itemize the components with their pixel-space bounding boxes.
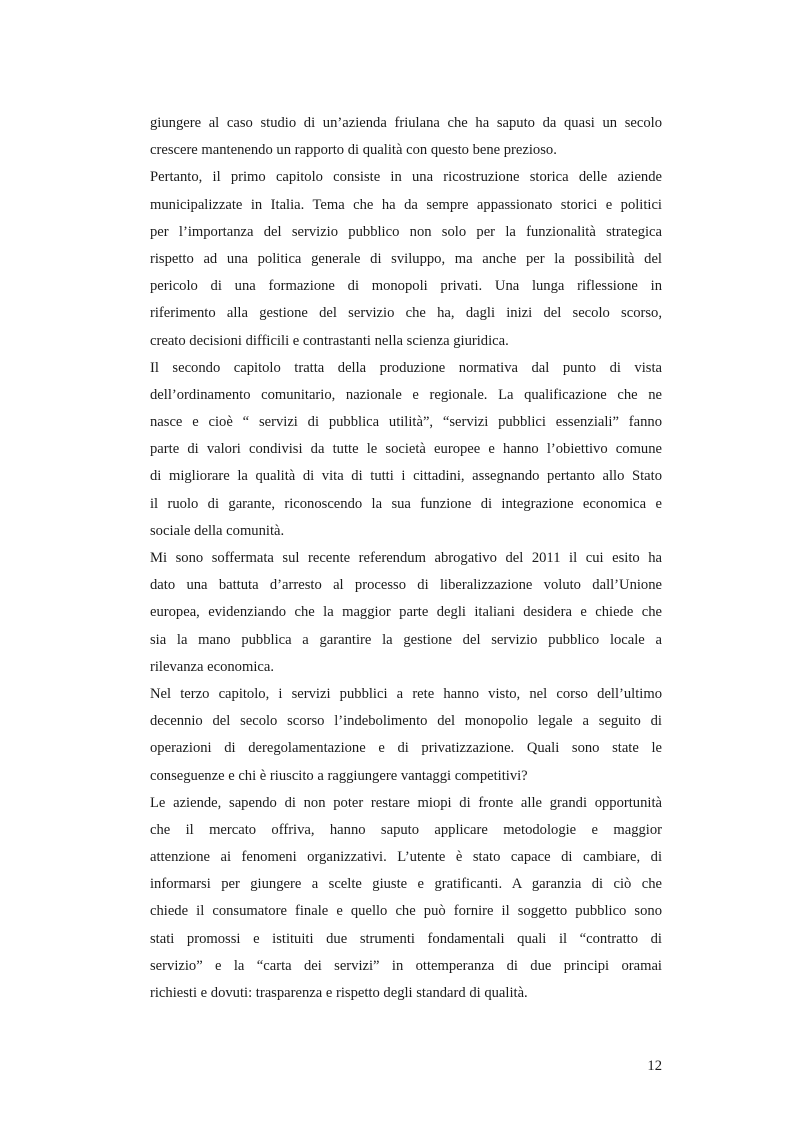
text-line: Mi sono soffermata sul recente referendum abrogativo del 2011 il cui esito ha (150, 550, 662, 566)
text-line: crescere mantenendo un rapporto di qualità con questo bene prezioso. (150, 142, 557, 159)
paragraph (150, 681, 662, 790)
text-line: Nel terzo capitolo, i servizi pubblici a rete hanno visto, nel corso dell’ultimo (150, 685, 662, 702)
text-line: sia la mano pubblica a garantire la gestione del servizio pubblico locale a (150, 631, 662, 648)
body-text (150, 110, 662, 1007)
text-line: nasce e cioè “ servizi di pubblica utilità”, “servizi pubblici essenziali” fanno (150, 414, 662, 431)
paragraph (150, 545, 662, 681)
paragraph (150, 110, 662, 164)
text-line: servizio” e la “carta dei servizi” in ottemperanza di due principi oramai (150, 957, 662, 974)
text-line: dato una battuta d’arresto al processo di liberalizzazione voluto dall’Unione (150, 577, 662, 594)
text-line: conseguenze e chi è riuscito a raggiungere vantaggi competitivi? (150, 767, 528, 784)
text-line: giungere al caso studio di un’azienda friulana che ha saputo da quasi un secolo (150, 115, 662, 131)
text-line: municipalizzate in Italia. Tema che ha da sempre appassionato storici e politici (150, 196, 662, 213)
text-line: il ruolo di garante, riconoscendo la sua funzione di integrazione economica e (150, 495, 662, 512)
text-line: stati promossi e istituiti due strumenti fondamentali quali il “contratto di (150, 930, 662, 947)
text-line: chiede il consumatore finale e quello che può fornire il soggetto pubblico sono (150, 903, 662, 920)
text-line: Il secondo capitolo tratta della produzione normativa dal punto di vista (150, 359, 662, 376)
text-line: di migliorare la qualità di vita di tutti i cittadini, assegnando pertanto allo Stato (150, 468, 662, 485)
text-line: Pertanto, il primo capitolo consiste in una ricostruzione storica delle aziende (150, 169, 662, 186)
text-line: europea, evidenziando che la maggior parte degli italiani desidera e chiede che (150, 604, 662, 621)
text-line: sociale della comunità. (150, 522, 285, 539)
paragraph (150, 164, 662, 354)
paragraph (150, 790, 662, 1008)
text-line: dell’ordinamento comunitario, nazionale e regionale. La qualificazione che ne (150, 386, 662, 403)
paragraph (150, 355, 662, 545)
text-line: informarsi per giungere a scelte giuste e gratificanti. A garanzia di ciò che (150, 876, 662, 893)
page-number: 12 (647, 1058, 662, 1074)
text-line: rispetto ad una politica generale di sviluppo, ma anche per la possibilità del (150, 250, 662, 267)
text-line: operazioni di deregolamentazione e di privatizzazione. Quali sono state le (150, 740, 662, 757)
text-line: Le aziende, sapendo di non poter restare miopi di fronte alle grandi opportunità (150, 794, 662, 811)
text-line: che il mercato offriva, hanno saputo applicare metodologie e maggior (150, 821, 662, 838)
text-line: rilevanza economica. (150, 658, 274, 675)
text-line: creato decisioni difficili e contrastanti nella scienza giuridica. (150, 332, 509, 349)
text-line: decennio del secolo scorso l’indebolimento del monopolio legale a seguito di (150, 713, 662, 730)
text-line: parte di valori condivisi da tutte le società europee e hanno l’obiettivo comune (150, 441, 662, 458)
text-line: per l’importanza del servizio pubblico non solo per la funzionalità strategica (150, 223, 662, 240)
text-line: riferimento alla gestione del servizio che ha, dagli inizi del secolo scorso, (150, 305, 662, 322)
text-line: pericolo di una formazione di monopoli privati. Una lunga riflessione in (150, 278, 662, 295)
text-line: richiesti e dovuti: trasparenza e rispetto degli standard di qualità. (150, 985, 528, 1001)
text-line: attenzione ai fenomeni organizzativi. L’utente è stato capace di cambiare, di (150, 849, 662, 866)
